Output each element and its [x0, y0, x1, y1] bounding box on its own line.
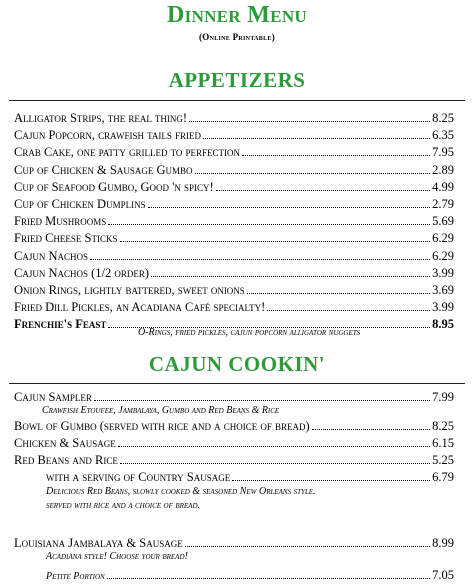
menu-item-row: [14, 111, 454, 126]
leader-dots: [232, 480, 430, 481]
menu-item-name: Cajun Sampler: [14, 390, 92, 404]
menu-item-name: Chicken & Sausage: [14, 436, 116, 450]
menu-item-price: 5.69: [432, 214, 454, 229]
leader-dots: [267, 310, 430, 311]
leader-dots: [148, 207, 431, 208]
menu-item-row: [14, 419, 454, 434]
menu-item-price: 8.25: [432, 111, 454, 125]
beans-note: Delicious Red Beans, slowly cooked & seasoned New Orleans style.: [46, 486, 316, 497]
menu-item-price: 5.25: [432, 453, 454, 467]
menu-subtitle: (Online Printable): [198, 32, 276, 42]
menu-item-row: [14, 128, 454, 143]
menu-item-row: [14, 180, 454, 195]
leader-dots: [216, 190, 430, 191]
menu-item-row: [14, 453, 454, 468]
menu-item-name: Cajun Nachos (1/2 order): [14, 265, 150, 280]
leader-dots: [189, 121, 430, 122]
menu-item-row: [14, 536, 454, 551]
leader-dots: [247, 293, 430, 294]
menu-item-name: Cup of Chicken & Sausage Gumbo: [14, 162, 193, 177]
leader-dots: [312, 429, 430, 430]
menu-item-price: 8.95: [432, 317, 454, 332]
leader-dots: [118, 446, 430, 447]
menu-item-name: Onion Rings, lightly battered, sweet onions: [14, 283, 245, 297]
menu-item-name: Fried Cheese Sticks: [14, 231, 118, 246]
sampler-note: Crawfish Etoufee, Jambalaya, Gumbo and Red Beans & Rice: [42, 405, 280, 416]
leader-dots: [120, 463, 430, 464]
menu-item-name: Cajun Popcorn, crawfish tails fried: [14, 128, 201, 143]
menu-item-row: [14, 197, 454, 212]
menu-item-name: Petite Portion: [46, 571, 105, 582]
leader-dots: [90, 259, 430, 260]
menu-item-name: Red Beans and Rice: [14, 453, 118, 467]
menu-item-row: [14, 390, 454, 405]
section-divider: [9, 383, 465, 384]
leader-dots: [108, 224, 430, 225]
leader-dots: [94, 400, 430, 401]
leader-dots: [203, 138, 430, 139]
menu-item-row: [46, 568, 454, 583]
menu-item-name: Cup of Seafood Gumbo, Good 'n spicy!: [14, 179, 214, 194]
menu-title: Dinner Menu: [167, 2, 307, 28]
menu-item-name: Louisiana Jambalaya & Sausage: [14, 536, 183, 550]
leader-dots: [120, 241, 431, 242]
leader-dots: [107, 578, 430, 579]
menu-item-name: Bowl of Gumbo (served with rice and a choice of bread): [14, 419, 310, 433]
menu-item-name: Alligator Strips, the real thing!: [14, 111, 188, 125]
menu-item-name: with a serving of Country Sausage: [46, 470, 231, 484]
menu-item-price: 6.35: [432, 128, 454, 143]
section-title-appetizers: APPETIZERS: [168, 68, 306, 92]
menu-item-price: 3.99: [432, 265, 454, 280]
menu-item-price: 6.29: [432, 248, 454, 263]
leader-dots: [151, 276, 430, 277]
feast-note: O-Rings, fried pickles, cajun popcorn alligator nuggets: [138, 327, 361, 338]
menu-item-row: [14, 436, 454, 451]
menu-item-name: Cajun Nachos: [14, 248, 88, 263]
menu-item-row: [14, 283, 454, 298]
menu-item-price: 6.79: [432, 470, 454, 484]
menu-item-price: 8.25: [432, 419, 454, 433]
menu-item-row: [14, 266, 454, 281]
menu-item-name: Crab Cake, one patty grilled to perfection: [14, 145, 241, 160]
menu-item-row: [14, 231, 454, 246]
leader-dots: [242, 155, 430, 156]
menu-item-row: [46, 470, 454, 485]
menu-item-row: [14, 249, 454, 264]
menu-item-price: 4.99: [432, 179, 454, 194]
menu-item-price: 8.99: [432, 536, 454, 550]
menu-item-price: 7.99: [432, 390, 454, 404]
menu-item-price: 6.15: [432, 436, 454, 450]
menu-item-name: Fried Mushrooms: [14, 214, 107, 229]
menu-item-row: [14, 214, 454, 229]
menu-item-price: 7.95: [432, 145, 454, 160]
leader-dots: [185, 546, 430, 547]
jambalaya-note: Acadiana style! Choose your bread!: [46, 551, 188, 562]
menu-item-price: 7.05: [432, 568, 454, 582]
beans-note: served with rice and a choice of bread.: [46, 500, 201, 511]
section-divider: [9, 100, 465, 101]
menu-item-price: 2.89: [432, 162, 454, 177]
menu-item-row: [14, 145, 454, 160]
menu-item-name: Cup of Chicken Dumplins: [14, 197, 146, 211]
menu-item-price: 3.69: [432, 283, 454, 297]
menu-item-name: Frenchie's Feast: [14, 317, 107, 332]
menu-item-price: 6.29: [432, 231, 454, 246]
menu-item-name: Fried Dill Pickles, an Acadiana Café specialty!: [14, 300, 266, 315]
menu-item-row: [14, 163, 454, 178]
section-title-cajun-cookin: CAJUN COOKIN': [148, 352, 326, 376]
menu-item-row: [14, 300, 454, 315]
menu-item-price: 3.99: [432, 300, 454, 315]
menu-item-price: 2.79: [432, 197, 454, 211]
leader-dots: [195, 173, 431, 174]
